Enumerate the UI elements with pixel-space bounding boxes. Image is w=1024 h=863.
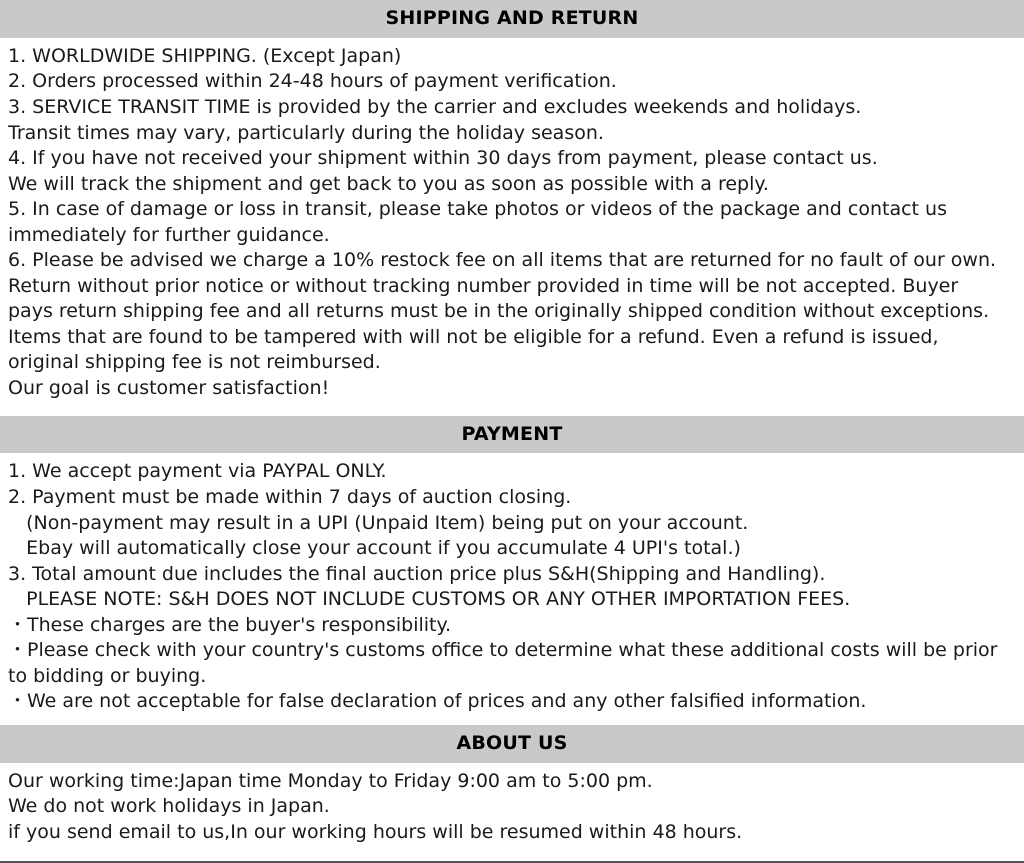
policy-line: Transit times may vary, particularly during the holiday season. bbox=[8, 121, 604, 144]
section-shipping-and-return bbox=[0, 0, 1024, 406]
policy-line: 3. SERVICE TRANSIT TIME is provided by the carrier and excludes weekends and holidays. bbox=[8, 95, 862, 118]
section-body-shipping-and-return bbox=[0, 38, 1024, 406]
policy-line: We do not work holidays in Japan. bbox=[8, 795, 330, 818]
policy-line: ・Please check with your country's customs office to determine what these additional costs will be prior bbox=[8, 639, 998, 662]
policy-line: immediately for further guidance. bbox=[8, 223, 330, 246]
section-header-shipping-and-return: SHIPPING AND RETURN bbox=[0, 0, 1024, 38]
policy-line: Our goal is customer satisfaction! bbox=[8, 377, 330, 399]
policy-line: to bidding or buying. bbox=[8, 664, 207, 687]
section-body-about-us bbox=[0, 763, 1024, 850]
policy-line: 6. Please be advised we charge a 10% restock fee on all items that are returned for no fault of our own. bbox=[8, 249, 997, 272]
policy-line: ・We are not acceptable for false declaration of prices and any other falsified information. bbox=[8, 690, 867, 713]
policy-line: 4. If you have not received your shipment within 30 days from payment, please contact us. bbox=[8, 147, 878, 170]
section-about-us bbox=[0, 725, 1024, 850]
policy-line: ・These charges are the buyer's responsibility. bbox=[8, 613, 452, 636]
section-payment bbox=[0, 416, 1024, 719]
policy-line: Our working time:Japan time Monday to Friday 9:00 am to 5:00 pm. bbox=[8, 769, 653, 792]
policy-line: 1. We accept payment via PAYPAL ONLY. bbox=[8, 460, 387, 483]
section-spacer bbox=[0, 406, 1024, 416]
policy-line: original shipping fee is not reimbursed. bbox=[8, 351, 381, 374]
policy-line: Items that are found to be tampered with will not be eligible for a refund. Even a refund is issued, bbox=[8, 325, 939, 348]
policy-line: 2. Payment must be made within 7 days of auction closing. bbox=[8, 485, 572, 508]
section-header-payment: PAYMENT bbox=[0, 416, 1024, 454]
policy-line: if you send email to us,In our working hours will be resumed within 48 hours. bbox=[8, 820, 743, 843]
policy-line: We will track the shipment and get back to you as soon as possible with a reply. bbox=[8, 172, 769, 195]
policy-line: 5. In case of damage or loss in transit, please take photos or videos of the package and contact us bbox=[8, 198, 947, 221]
policy-line: Return without prior notice or without tracking number provided in time will be not accepted. Buyer bbox=[8, 274, 959, 297]
section-body-payment bbox=[0, 453, 1024, 718]
policy-line: PLEASE NOTE: S&H DOES NOT INCLUDE CUSTOMS OR ANY OTHER IMPORTATION FEES. bbox=[8, 588, 851, 611]
policy-line: 2. Orders processed within 24-48 hours of payment verification. bbox=[8, 70, 617, 93]
section-header-about-us: ABOUT US bbox=[0, 725, 1024, 763]
policy-line: 1. WORLDWIDE SHIPPING. (Except Japan) bbox=[8, 44, 402, 67]
policy-line: 3. Total amount due includes the final auction price plus S&H(Shipping and Handling). bbox=[8, 562, 826, 585]
policy-line: (Non-payment may result in a UPI (Unpaid Item) being put on your account. bbox=[8, 511, 749, 534]
policy-line: pays return shipping fee and all returns must be in the originally shipped condition without exceptions. bbox=[8, 300, 990, 323]
policy-line: Ebay will automatically close your account if you accumulate 4 UPI's total.) bbox=[8, 537, 741, 560]
